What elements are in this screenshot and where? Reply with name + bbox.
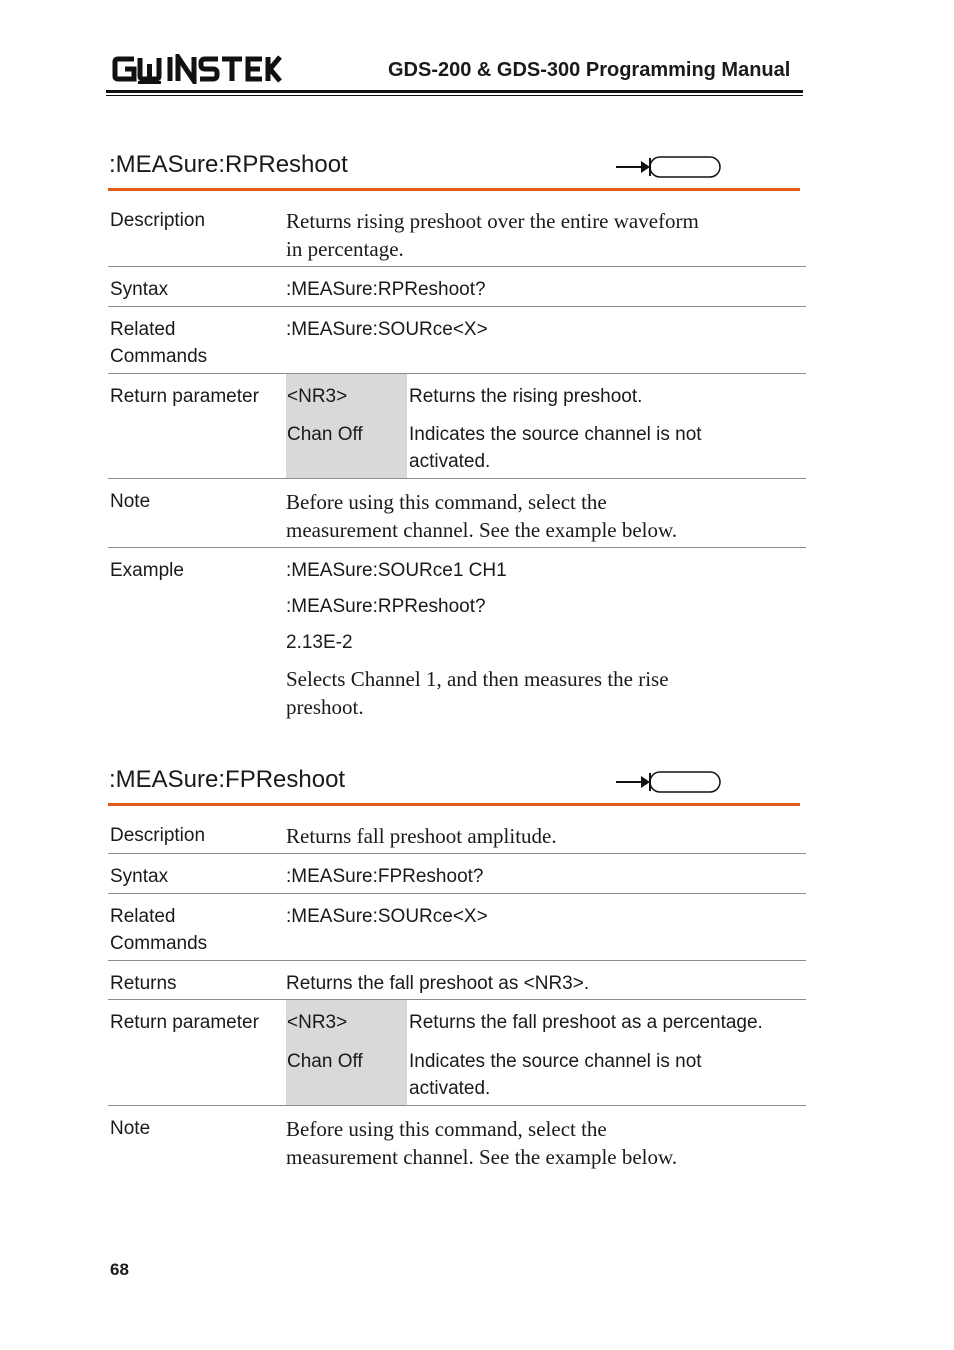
row-divider xyxy=(108,1105,806,1106)
param-name: Chan Off xyxy=(287,1051,363,1072)
related-commands-label xyxy=(110,316,207,370)
return-parameter-label: Return parameter xyxy=(110,1012,259,1033)
related-label-line: Related xyxy=(110,319,176,340)
section-title-rpreshoot: :MEASure:RPReshoot xyxy=(109,151,348,178)
note-label: Note xyxy=(110,491,151,512)
param-description-line: activated. xyxy=(409,451,491,472)
row-divider xyxy=(108,547,806,548)
related-label-line: Commands xyxy=(110,346,208,367)
note-line: Before using this command, select the xyxy=(286,1117,607,1141)
example-line: 2.13E-2 xyxy=(286,632,353,653)
row-divider xyxy=(108,306,806,307)
example-explanation xyxy=(286,665,669,721)
param-name: <NR3> xyxy=(287,1012,348,1033)
row-divider xyxy=(108,373,806,374)
param-description: Returns the rising preshoot. xyxy=(409,386,643,407)
page-number: 68 xyxy=(110,1260,129,1279)
syntax-value: :MEASure:RPReshoot? xyxy=(286,279,486,300)
note-line: measurement channel. See the example below. xyxy=(286,1145,678,1169)
param-description xyxy=(409,421,702,475)
param-name: <NR3> xyxy=(287,386,348,407)
row-divider xyxy=(108,893,806,894)
section-rule xyxy=(108,803,800,806)
description-line: in percentage. xyxy=(286,237,404,261)
header-rule xyxy=(106,90,803,93)
description-label: Description xyxy=(110,210,206,231)
return-parameter-label: Return parameter xyxy=(110,386,259,407)
related-commands-value: :MEASure:SOURce<X> xyxy=(286,319,488,340)
example-explanation-line: preshoot. xyxy=(286,695,364,719)
description-line: Returns rising preshoot over the entire waveform xyxy=(286,209,699,233)
section-rule xyxy=(108,188,800,191)
returns-label: Returns xyxy=(110,973,177,994)
description-value xyxy=(286,207,699,263)
note-value xyxy=(286,488,677,544)
syntax-label: Syntax xyxy=(110,279,169,300)
row-divider xyxy=(108,266,806,267)
param-description-line: Indicates the source channel is not xyxy=(409,424,702,445)
syntax-value: :MEASure:FPReshoot? xyxy=(286,866,484,887)
note-value xyxy=(286,1115,677,1171)
param-name: Chan Off xyxy=(287,424,363,445)
related-commands-label xyxy=(110,903,207,957)
row-divider xyxy=(108,960,806,961)
section-title-fpreshoot: :MEASure:FPReshoot xyxy=(109,766,346,793)
example-explanation-line: Selects Channel 1, and then measures the rise xyxy=(286,667,669,691)
note-label: Note xyxy=(110,1118,151,1139)
param-description-line: activated. xyxy=(409,1078,491,1099)
row-divider xyxy=(108,478,806,479)
related-commands-value: :MEASure:SOURce<X> xyxy=(286,906,488,927)
example-line: :MEASure:RPReshoot? xyxy=(286,596,486,617)
returns-value: Returns the fall preshoot as <NR3>. xyxy=(286,973,590,994)
related-label-line: Commands xyxy=(110,933,208,954)
param-description xyxy=(409,1048,702,1102)
query-arrow-icon xyxy=(614,769,724,795)
description-value: Returns fall preshoot amplitude. xyxy=(286,824,557,848)
manual-title: GDS-200 & GDS-300 Programming Manual xyxy=(388,59,791,81)
example-line: :MEASure:SOURce1 CH1 xyxy=(286,560,507,581)
row-divider xyxy=(108,853,806,854)
related-label-line: Related xyxy=(110,906,176,927)
header-rule-thin xyxy=(106,95,803,96)
example-label: Example xyxy=(110,560,184,581)
description-label: Description xyxy=(110,825,206,846)
row-divider xyxy=(108,999,806,1000)
param-description: Returns the fall preshoot as a percentage. xyxy=(409,1012,763,1033)
note-line: measurement channel. See the example below. xyxy=(286,518,678,542)
syntax-label: Syntax xyxy=(110,866,169,887)
query-arrow-icon xyxy=(614,154,724,180)
note-line: Before using this command, select the xyxy=(286,490,607,514)
param-description-line: Indicates the source channel is not xyxy=(409,1051,702,1072)
gw-instek-logo xyxy=(112,54,282,84)
